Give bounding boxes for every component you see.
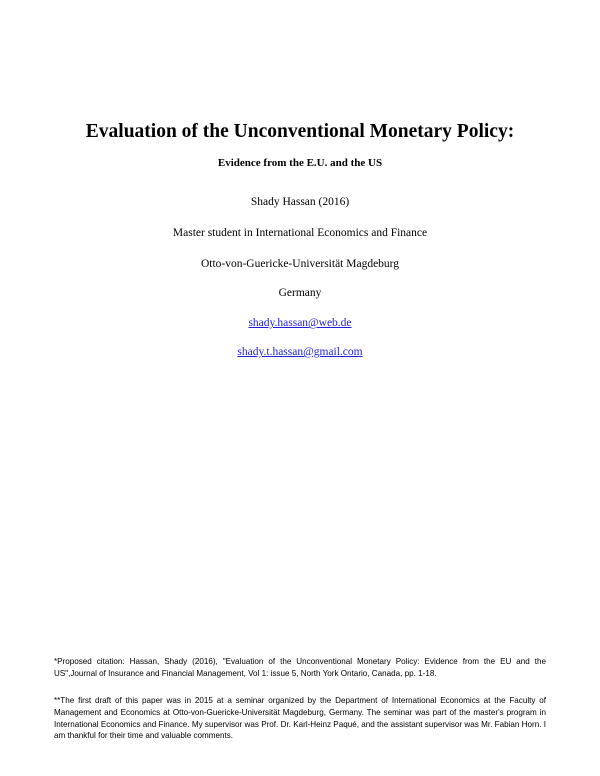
email-link-web[interactable]: shady.hassan@web.de: [248, 317, 352, 329]
footnote-draft: **The first draft of this paper was in 2015 at a seminar organized by the Department of International Economics at the Faculty of Management and Economics at Otto-von-Guericke-Universität Magdeburg, Germany. The seminar was part of the master's program in International Economics and Finance. My supervisor was Prof. Dr. Karl-Heinz Paqué, and the assistant supervisor was Mr. Fabian Horn. I am thankful for their time and valuable comments.: [54, 696, 546, 741]
email-line-2: [0, 346, 600, 358]
affiliation-country: Germany: [278, 287, 322, 299]
paper-subtitle: Evidence from the E.U. and the US: [217, 157, 383, 169]
email-link-gmail[interactable]: shady.t.hassan@gmail.com: [237, 346, 363, 358]
email-line-1: [0, 317, 600, 329]
paper-title: Evaluation of the Unconventional Monetary Policy:: [85, 121, 515, 142]
affiliation-role: Master student in International Economics and Finance: [172, 227, 428, 239]
footnote-citation: *Proposed citation: Hassan, Shady (2016), "Evaluation of the Unconventional Monetary Policy: Evidence from the EU and the US",Journal of Insurance and Financial Management, Vol 1: issue 5, North York Ontario, Canada, pp. 1-18.: [54, 657, 546, 678]
author-line: Shady Hassan (2016): [250, 196, 350, 208]
affiliation-university: Otto-von-Guericke-Universität Magdeburg: [200, 258, 400, 270]
